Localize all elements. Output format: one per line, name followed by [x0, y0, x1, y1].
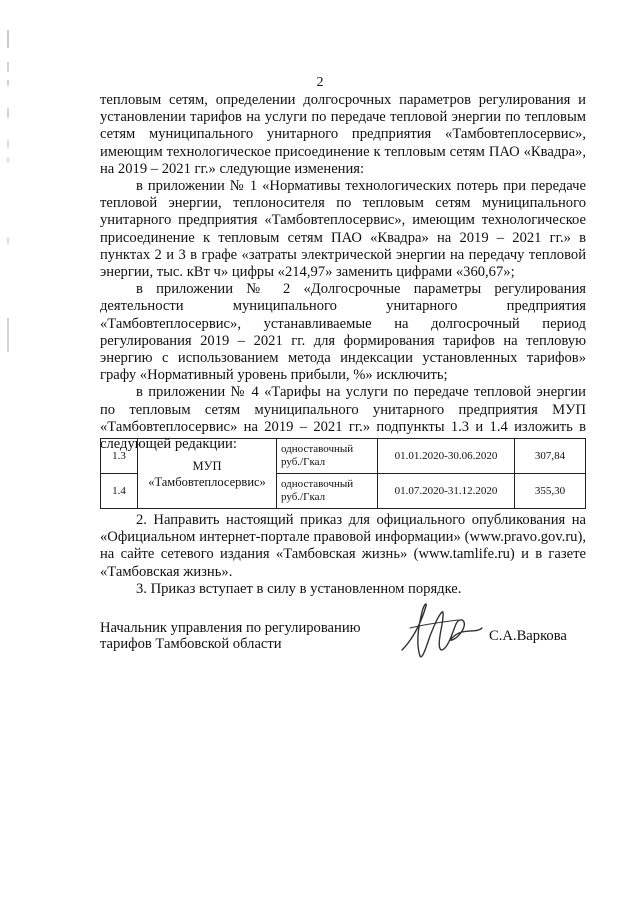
- handwritten-signature: [396, 598, 486, 666]
- item-2: 2. Направить настоящий приказ для официального опубликования на «Официальном интернет-портале правовой информации» (www.pravo.gov.ru), на сайте сетевого издания «Тамбовская жизнь» (www.tamlife.ru) и в газете «Тамбовская жизнь».: [100, 512, 586, 580]
- tariff-value: 307,84: [515, 439, 586, 474]
- tariff-value: 355,30: [515, 474, 586, 509]
- intro-paragraph: тепловым сетям, определении долгосрочных параметров регулирования и установлении тарифов на услуги по передаче тепловой энергии по тепловым сетям муниципального унитарного предприятия «Тамбовтеплосервис», имеющим технологическое присоединение к тепловым сетям ПАО «Квадра», на 2019 – 2021 гг.» следующие изменения:: [100, 92, 586, 177]
- order-text: [100, 92, 586, 453]
- table-row: [101, 439, 586, 474]
- row-number: 1.4: [101, 474, 138, 509]
- row-number: 1.3: [101, 439, 138, 474]
- paragraph-appendix-1: в приложении № 1 «Нормативы технологических потерь при передаче тепловой энергии, теплоносителя по тепловым сетям муниципального унитарного предприятия «Тамбовтеплосервис», имеющим технологическое присоединение к тепловым сетям ПАО «Квадра» на 2019 – 2021 гг.» в пунктах 2 и 3 в графе «затраты электрической энергии на передачу тепловой энергии, тыс. кВт ч» цифры «214,97» заменить цифрами «360,67»;: [100, 178, 586, 281]
- order-items: [100, 512, 586, 598]
- paragraph-appendix-2: в приложении № 2 «Долгосрочные параметры регулирования деятельности муниципального унитарного предприятия «Тамбовтеплосервис», устанавливаемые на долгосрочный период регулирования 2019 – 2021 гг. для формирования тарифов на тепловую энергию с использованием метода индексации установленных тарифов» графу «Нормативный уровень прибыли, %» исключить;: [100, 281, 586, 384]
- page-number: 2: [316, 75, 324, 90]
- tariff-table: [100, 438, 586, 509]
- tariff-period: 01.01.2020-30.06.2020: [378, 439, 515, 474]
- signatory-position: [100, 620, 390, 652]
- position-line-2: тарифов Тамбовской области: [100, 636, 282, 652]
- tariff-period: 01.07.2020-31.12.2020: [378, 474, 515, 509]
- organization-cell: МУП «Тамбовтеплосервис»: [138, 439, 277, 509]
- signatory-name: С.А.Варкова: [489, 628, 567, 644]
- tariff-type: одноставочный руб./Гкал: [277, 474, 378, 509]
- position-line-1: Начальник управления по регулированию: [100, 620, 361, 636]
- paragraph-appendix-4: в приложении № 4 «Тарифы на услуги по передаче тепловой энергии по тепловым сетям муниципального унитарного предприятия МУП «Тамбовтеплосервис» на 2019 – 2021 гг.» подпункты 1.3 и 1.4 изложить в следующей редакции:: [100, 384, 586, 453]
- item-3: 3. Приказ вступает в силу в установленном порядке.: [136, 580, 462, 597]
- tariff-type: одноставочный руб./Гкал: [277, 439, 378, 474]
- scan-margin-marks: [0, 0, 30, 905]
